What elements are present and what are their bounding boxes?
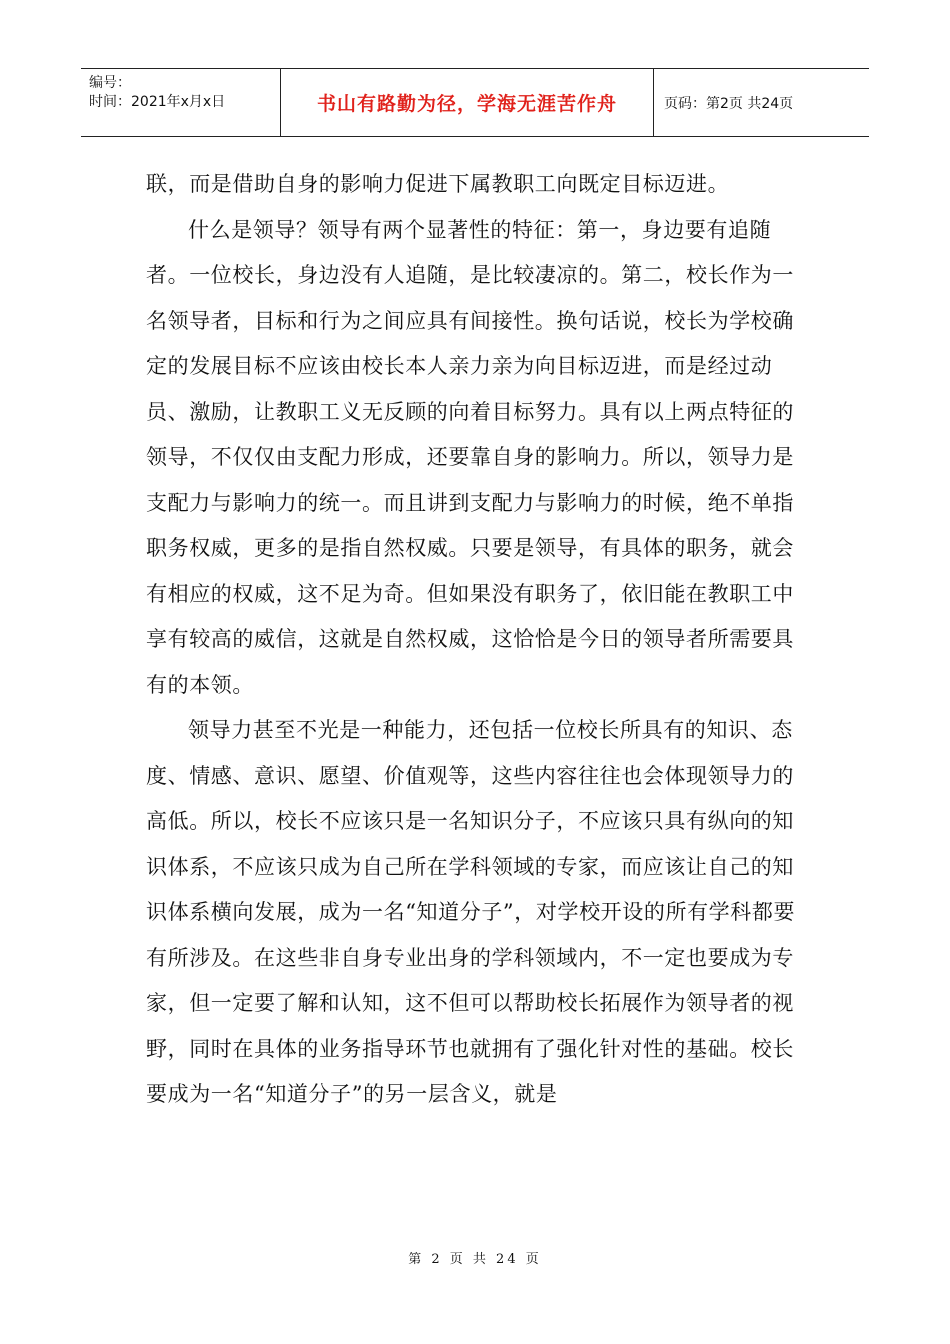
page-header [81,68,869,137]
header-motto-cell [281,69,654,136]
paragraph-leadership-knowledge: 领导力甚至不光是一种能力，还包括一位校长所具有的知识、态度、情感、意识、愿望、价值观等，这些内容往往也会体现领导力的高低。所以，校长不应该只是一名知识分子，不应该只具有纵向的知识体系，不应该只成为自己所在学科领域的专家，而应该让自己的知识体系横向发展，成为一名“知道分子”，对学校开设的所有学科都要有所涉及。在这些非自身专业出身的学科领域内，不一定也要成为专家，但一定要了解和认知，这不但可以帮助校长拓展作为领导者的视野，同时在具体的业务指导环节也就拥有了强化针对性的基础。校长要成为一名“知道分子”的另一层含义，就是 [146,718,796,1106]
paragraph-leadership-definition: 什么是领导？领导有两个显著性的特征：第一，身边要有追随者。一位校长，身边没有人追随，是比较凄凉的。第二，校长作为一名领导者，目标和行为之间应具有间接性。换句话说，校长为学校确定的发展目标不应该由校长本人亲力亲为向目标迈进，而是经过动员、激励，让教职工义无反顾的向着目标努力。具有以上两点特征的领导，不仅仅由支配力形成，还要靠自身的影响力。所以，领导力是支配力与影响力的统一。而且讲到支配力与影响力的时候，绝不单指职务权威，更多的是指自然权威。只要是领导，有具体的职务，就会有相应的权威，这不足为奇。但如果没有职务了，依旧能在教职工中享有较高的威信，这就是自然权威，这恰恰是今日的领导者所需要具有的本领。 [146,217,794,697]
paragraph-continued: 联，而是借助自身的影响力促进下属教职工向既定目标迈进。 [146,172,730,196]
page-footer: 第 2 页 共 24 页 [408,1252,542,1267]
header-meta-cell [81,69,281,136]
serial-number-label: 编号： [89,75,131,91]
header-page-cell [654,69,869,136]
header-page-number: 页码：第2页 共24页 [664,95,794,112]
header-motto: 书山有路勤为径，学海无涯苦作舟 [316,93,617,115]
document-body [146,162,806,1118]
date-label: 时间：2021年x月x日 [89,94,226,110]
